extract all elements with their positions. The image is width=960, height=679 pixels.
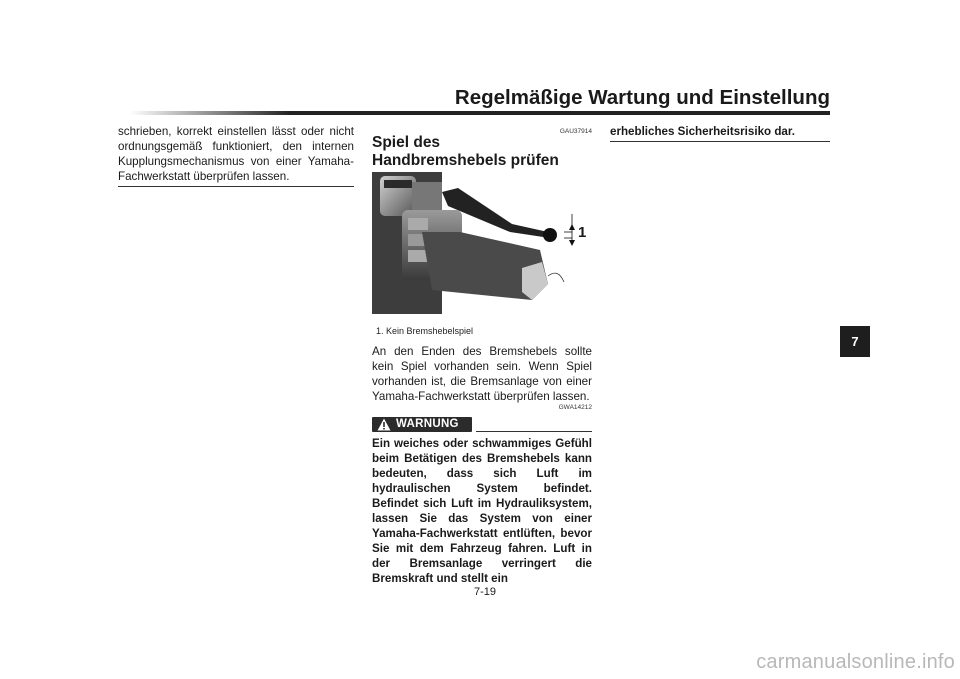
page-number: 7-19 xyxy=(473,586,497,598)
section-title: Spiel des Handbremshebels prüfen xyxy=(372,134,559,169)
warning-badge xyxy=(372,417,472,432)
warning-rule xyxy=(476,431,592,432)
column1-paragraph: schrieben, korrekt einstellen lässt oder nicht ordnungsgemäß funktioniert, den internen Kupplungsmechanismus von einer Yamaha-Fachwerkstatt überprüfen lassen. xyxy=(118,125,354,183)
warning-code: GWA14212 xyxy=(558,404,592,411)
figure-callout-1: 1 xyxy=(578,224,587,241)
page-header-title: Regelmäßige Wartung und Einstellung xyxy=(454,86,830,109)
column3-end-rule xyxy=(610,141,830,142)
section-code: GAU37914 xyxy=(559,128,592,135)
column2-paragraph: An den Enden des Bremshebels sollte kein Spiel vorhanden sein. Wenn Spiel vorhanden ist, die Bremsanlage von einer Yamaha-Fachwerkstatt überprüfen lassen. xyxy=(372,345,592,403)
watermark: carmanualsonline.info xyxy=(756,651,955,673)
header-rule xyxy=(130,111,830,115)
brake-lever-illustration xyxy=(372,172,592,314)
brake-lever-figure xyxy=(372,172,592,314)
warning-label: WARNUNG xyxy=(396,418,459,430)
warning-triangle-icon xyxy=(377,418,391,431)
chapter-tab: 7 xyxy=(840,326,870,357)
warning-text: Ein weiches oder schwammiges Gefühl beim Betätigen des Bremshebels kann bedeuten, dass sich Luft im hydraulischen System befindet. Befindet sich Luft im Hydrauliksystem, lassen Sie das System von einer Yamaha-Fachwerkstatt entlüften, bevor Sie mit dem Fahrzeug fahren. Luft in der Bremsanlage verringert die Bremskraft und stellt ein xyxy=(372,437,592,585)
figure-caption: 1. Kein Bremshebelspiel xyxy=(376,326,474,336)
column3-text: erhebliches Sicherheitsrisiko dar. xyxy=(610,125,795,138)
column1-end-rule xyxy=(118,186,354,187)
